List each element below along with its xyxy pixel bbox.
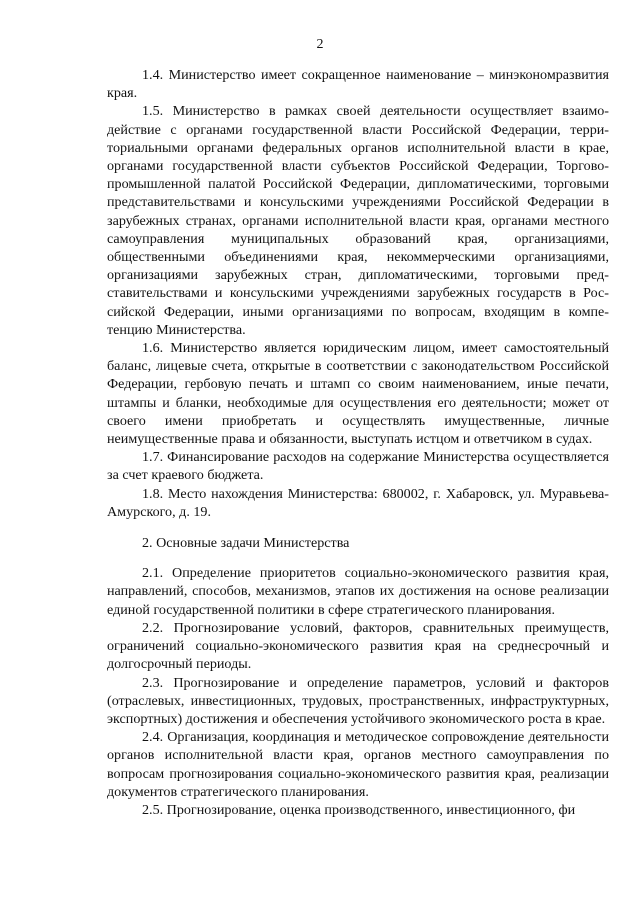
paragraph-1-6: 1.6. Министерство является юридическим лицом, имеет самостоятельный баланс, лицевые счета, открытые в соответствии с законодательством Российской Федерации, гербовую печать и штамп со своим наименованием, иные печати, штампы и бланки, необходимые для осуществления его деятельности; может от своего имени приобретать и осуществлять имущественные, личные неимущественные права и обязанности, выступать истцом и ответчиком в судах.	[107, 340, 609, 448]
paragraph-2-1: 2.1. Определение приоритетов социально-экономического развития края, направлений, способов, механизмов, этапов их достижения на основе реализации единой государственной политики в сфере стратегического планирования.	[107, 565, 609, 618]
paragraph-1-4: 1.4. Министерство имеет сокращенное наименование – минэкономразвития края.	[107, 67, 609, 102]
paragraph-2-4: 2.4. Организация, координация и методическое сопровождение деятельности органов исполнительной власти края, органов местного самоуправления по вопросам прогнозирования социально-экономического развития края, реализации документов стратегического планирования.	[107, 729, 609, 800]
document-body	[107, 66, 609, 819]
paragraph-1-5: 1.5. Министерство в рамках своей деятельности осуществляет взаимодействие с органами государственной власти Российской Федерации, территориальными органами федеральных органов исполнительной власти в крае, органами государственной власти субъектов Российской Федерации, Торгово-промышленной палатой Российской Федерации, дипломатическими, торговыми представительствами и консульскими учреждениями Российской Федерации в зарубежных странах, органами исполнительной власти края, органами местного самоуправления муниципальных образований края, организациями, общественными объединениями края, некоммерческими организациями, организациями зарубежных стран, дипломатическими, торговыми представительствами и консульскими учреждениями зарубежных государств в Российской Федерации, иными организациями по вопросам, входящим в компетенцию Министерства.	[107, 103, 609, 338]
paragraph-1-7: 1.7. Финансирование расходов на содержание Министерства осуществляется за счет краевого бюджета.	[107, 449, 609, 484]
paragraph-2-3: 2.3. Прогнозирование и определение параметров, условий и факторов (отраслевых, инвестиционных, трудовых, пространственных, инфраструктурных, экспортных) достижения и обеспечения устойчивого экономического роста в крае.	[107, 674, 609, 727]
paragraph-1-8: 1.8. Место нахождения Министерства: 680002, г. Хабаровск, ул. Муравьева-Амурского, д. 19.	[107, 485, 609, 520]
paragraph-2-2: 2.2. Прогнозирование условий, факторов, сравнительных преимуществ, ограничений социально-экономического развития края на среднесрочный и долгосрочный периоды.	[107, 619, 609, 673]
section-heading: 2. Основные задачи Министерства	[142, 535, 350, 552]
page-number: 2	[316, 37, 324, 52]
paragraph-2-5: 2.5. Прогнозирование, оценка производственного, инвестиционного, фи	[142, 801, 576, 818]
